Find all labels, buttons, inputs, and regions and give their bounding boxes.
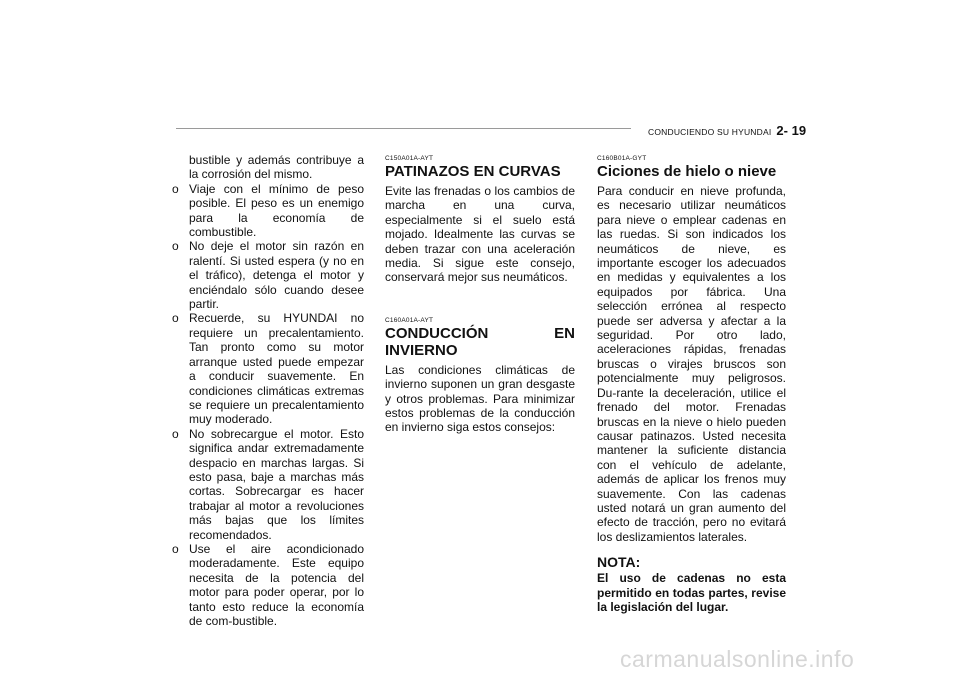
section-body: Evite las frenadas o los cambios de marcha en una curva, especialmente si el suelo está mojado. Idealmente las curvas se deben trazar con una aceleración media. Si sigue este consejo, conservará mejor sus neumáticos. bbox=[385, 184, 575, 285]
list-item-text: No sobrecargue el motor. Esto significa andar extremadamente despacio en marchas largas. Si esto pasa, baje a marchas más cortas. Sobrecargar es hacer trabajar al motor a revoluciones más bajas que los límites recomendados. bbox=[189, 426, 364, 542]
list-item bbox=[172, 427, 364, 542]
bullet-marker: o bbox=[172, 541, 179, 556]
section-gap bbox=[385, 285, 575, 317]
page-number: 2- 19 bbox=[776, 123, 807, 138]
section-title: Ciciones de hielo o nieve bbox=[597, 163, 777, 180]
page-header bbox=[648, 122, 806, 140]
list-item bbox=[172, 182, 364, 240]
header-rule bbox=[176, 128, 631, 129]
list-item bbox=[172, 542, 364, 628]
section-body: Las condiciones climáticas de invierno suponen un gran desgaste y otros problemas. Para minimizar estos problemas de la conducción en invierno siga estos consejos: bbox=[385, 362, 575, 435]
section-title: CONDUCCIÓN EN INVIERNO bbox=[385, 324, 575, 359]
section-code: C160A01A-AYT bbox=[385, 316, 434, 324]
continuation-text: bustible y además contribuye a la corrosión del mismo. bbox=[189, 153, 364, 182]
note-title: NOTA: bbox=[597, 554, 641, 571]
bullet-marker: o bbox=[172, 239, 179, 254]
section-winter bbox=[385, 317, 575, 435]
bullet-marker: o bbox=[172, 426, 179, 441]
list-item bbox=[172, 239, 364, 311]
list-item bbox=[172, 311, 364, 426]
list-item-text: Recuerde, su HYUNDAI no requiere un precalentamiento. Tan pronto como su motor arranque usted puede empezar a conducir suavemente. En condiciones climáticas extremas se requiere un precalentamiento muy moderado. bbox=[189, 311, 364, 427]
right-column bbox=[597, 155, 786, 614]
section-code: C160B01A-GYT bbox=[597, 155, 647, 162]
note-text: El uso de cadenas no esta permitido en todas partes, revise la legislación del lugar. bbox=[597, 571, 786, 614]
section-curves bbox=[385, 155, 575, 285]
watermark: carmanualsonline.info bbox=[620, 646, 855, 672]
list-item-text: No deje el motor sin razón en ralentí. Si usted espera (y no en el tráfico), detenga el motor y enciéndalo sólo cuando desee partir. bbox=[189, 239, 364, 312]
section-code: C150A01A-AYT bbox=[385, 155, 434, 162]
bullet-marker: o bbox=[172, 181, 179, 196]
left-column bbox=[172, 153, 364, 628]
section-body: Para conducir en nieve profunda, es necesario utilizar neumáticos para nieve o emplear cadenas en las ruedas. Si son indicados los neumáticos de nieve, es importante escoger los adecuados en medidas y equivalentes a los equipados por fábrica. Una selección errónea al respecto puede ser adversa y afectar a la seguridad. Por otro lado, aceleraciones rápidas, frenadas bruscas o virajes bruscos son potencialmente muy peligrosos. Du-rante la deceleración, utilice el frenado del motor. Frenadas bruscas en la nieve o hielo pueden causar patinazos. Usted necesita mantener la suficiente distancia con el vehículo de adelante, además de aplicar los frenos muy suavemente. Con las cadenas usted notará un gran aumento del efecto de tracción, pero no evitará los deslizamientos laterales. bbox=[597, 184, 786, 544]
bullet-marker: o bbox=[172, 311, 179, 326]
tips-list bbox=[172, 182, 364, 629]
list-item-text: Use el aire acondicionado moderadamente. Este equipo necesita de la potencia del motor para poder operar, por lo tanto esto reduce la economía de com-bustible. bbox=[189, 541, 364, 628]
section-name: CONDUCIENDO SU HYUNDAI bbox=[648, 127, 772, 137]
section-title: PATINAZOS EN CURVAS bbox=[385, 163, 561, 180]
middle-column bbox=[385, 155, 575, 435]
list-item-text: Viaje con el mínimo de peso posible. El peso es un enemigo para la economía de combustible. bbox=[189, 181, 364, 240]
